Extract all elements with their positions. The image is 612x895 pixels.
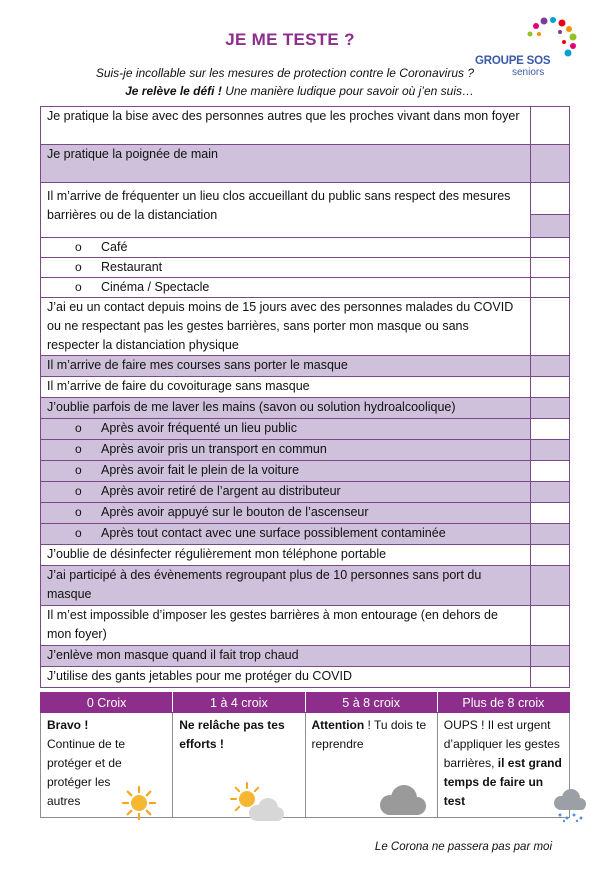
item-label: Cinéma / Spectacle (101, 280, 210, 294)
item-label: Après avoir fait le plein de la voiture (101, 463, 300, 477)
checkbox-cell (531, 398, 570, 419)
question-8: J’oublie de désinfecter régulièrement mon téléphone portable (41, 545, 531, 566)
bullet: o (75, 421, 82, 435)
checkbox-cell[interactable] (531, 298, 570, 356)
subtitle-bold: Je relève le défi ! (125, 84, 222, 98)
rain-cloud-icon (550, 789, 590, 823)
legend-3-bold: il est grand temps de faire un test (443, 756, 562, 808)
checkbox-cell[interactable] (531, 258, 570, 278)
logo-sub: seniors (512, 67, 545, 78)
item-label: Après avoir fréquenté un lieu public (101, 421, 297, 435)
checkbox-cell[interactable] (531, 377, 570, 398)
question-11: J’enlève mon masque quand il fait trop chaud (41, 646, 531, 667)
question-1: Je pratique la bise avec des personnes autres que les proches vivant dans mon foyer (41, 107, 531, 145)
question-5: Il m’arrive de faire mes courses sans porter le masque (41, 356, 531, 377)
checkbox-cell (531, 183, 570, 215)
cloud-icon (376, 783, 428, 819)
score-legend (40, 692, 570, 818)
checkbox-cell (531, 215, 570, 238)
checkbox-cell[interactable] (531, 503, 570, 524)
legend-header-1: 1 à 4 croix (173, 693, 305, 713)
checkbox-cell[interactable] (531, 524, 570, 545)
checkbox-cell[interactable] (531, 566, 570, 606)
subtitle-rest: Une manière ludique pour savoir où j’en suis… (221, 84, 474, 98)
legend-header-3: Plus de 8 croix (437, 693, 569, 713)
legend-2-text: ! Tu dois te reprendre (311, 718, 427, 751)
question-3-item (41, 278, 531, 298)
checkbox-cell[interactable] (531, 419, 570, 440)
subtitle-line1: Suis-je incollable sur les mesures de protection contre le Coronavirus ? (95, 66, 474, 80)
subtitle-line2 (34, 84, 474, 98)
page-title: JE ME TESTE ? (225, 30, 355, 49)
legend-1-bold: Ne relâche pas tes efforts ! (179, 718, 285, 751)
legend-0-bold: Bravo ! (47, 718, 89, 732)
bullet: o (75, 526, 82, 540)
question-7: J’oublie parfois de me laver les mains (savon ou solution hydroalcoolique) (41, 398, 531, 419)
footer-slogan: Le Corona ne passera pas par moi (374, 841, 552, 853)
question-7-item (41, 440, 531, 461)
question-3: Il m’arrive de fréquenter un lieu clos accueillant du public sans respect des mesures barrières ou de la distanciation (41, 183, 531, 238)
item-label: Après avoir pris un transport en commun (101, 442, 327, 456)
checkbox-cell[interactable] (531, 278, 570, 298)
legend-3-text: OUPS ! Il est urgent d’appliquer les gestes barrières, (443, 718, 560, 770)
question-7-item (41, 482, 531, 503)
question-7-item (41, 461, 531, 482)
logo-name: GROUPE SOS (475, 55, 551, 67)
checkbox-cell[interactable] (531, 238, 570, 258)
question-10: Il m’est impossible d’imposer les gestes barrières à mon entourage (en dehors de mon foyer) (41, 606, 531, 646)
question-3-item (41, 258, 531, 278)
question-12: J’utilise des gants jetables pour me protéger du COVID (41, 667, 531, 688)
checkbox-cell[interactable] (531, 356, 570, 377)
checkbox-cell[interactable] (531, 482, 570, 503)
bullet: o (75, 280, 82, 294)
question-3-item (41, 238, 531, 258)
question-7-item (41, 524, 531, 545)
question-7-item (41, 503, 531, 524)
checkbox-cell[interactable] (531, 667, 570, 688)
question-6: Il m’arrive de faire du covoiturage sans masque (41, 377, 531, 398)
question-4: J’ai eu un contact depuis moins de 15 jours avec des personnes malades du COVID ou ne respectant pas les gestes barrières, sans porter mon masque ou sans respecter la distanciation physique (41, 298, 531, 356)
checkbox-cell[interactable] (531, 107, 570, 145)
bullet: o (75, 240, 82, 254)
checkbox-cell[interactable] (531, 646, 570, 667)
bullet: o (75, 505, 82, 519)
checkbox-cell[interactable] (531, 440, 570, 461)
legend-cell-2 (305, 713, 437, 818)
legend-cell-3 (437, 713, 569, 818)
legend-cell-1 (173, 713, 305, 818)
item-label: Café (101, 240, 128, 254)
quiz-table (40, 106, 570, 688)
bullet: o (75, 260, 82, 274)
checkbox-cell[interactable] (531, 145, 570, 183)
item-label: Après avoir retiré de l’argent au distributeur (101, 484, 341, 498)
checkbox-cell[interactable] (531, 461, 570, 482)
legend-header-2: 5 à 8 croix (305, 693, 437, 713)
checkbox-cell[interactable] (531, 545, 570, 566)
item-label: Après tout contact avec une surface possiblement contaminée (101, 526, 446, 540)
checkbox-cell[interactable] (531, 606, 570, 646)
bullet: o (75, 463, 82, 477)
item-label: Après avoir appuyé sur le bouton de l’ascenseur (101, 505, 369, 519)
legend-2-bold: Attention (311, 718, 365, 732)
question-7-item (41, 419, 531, 440)
legend-0-text: Continue de te protéger et de protéger les autres (47, 737, 126, 808)
legend-header-0: 0 Croix (41, 693, 173, 713)
question-2: Je pratique la poignée de main (41, 145, 531, 183)
item-label: Restaurant (101, 260, 163, 274)
sun-cloud-icon (225, 781, 285, 825)
legend-cell-0 (41, 713, 173, 818)
question-9: J’ai participé à des évènements regroupant plus de 10 personnes sans port du masque (41, 566, 531, 606)
sun-icon (121, 785, 157, 821)
bullet: o (75, 484, 82, 498)
bullet: o (75, 442, 82, 456)
